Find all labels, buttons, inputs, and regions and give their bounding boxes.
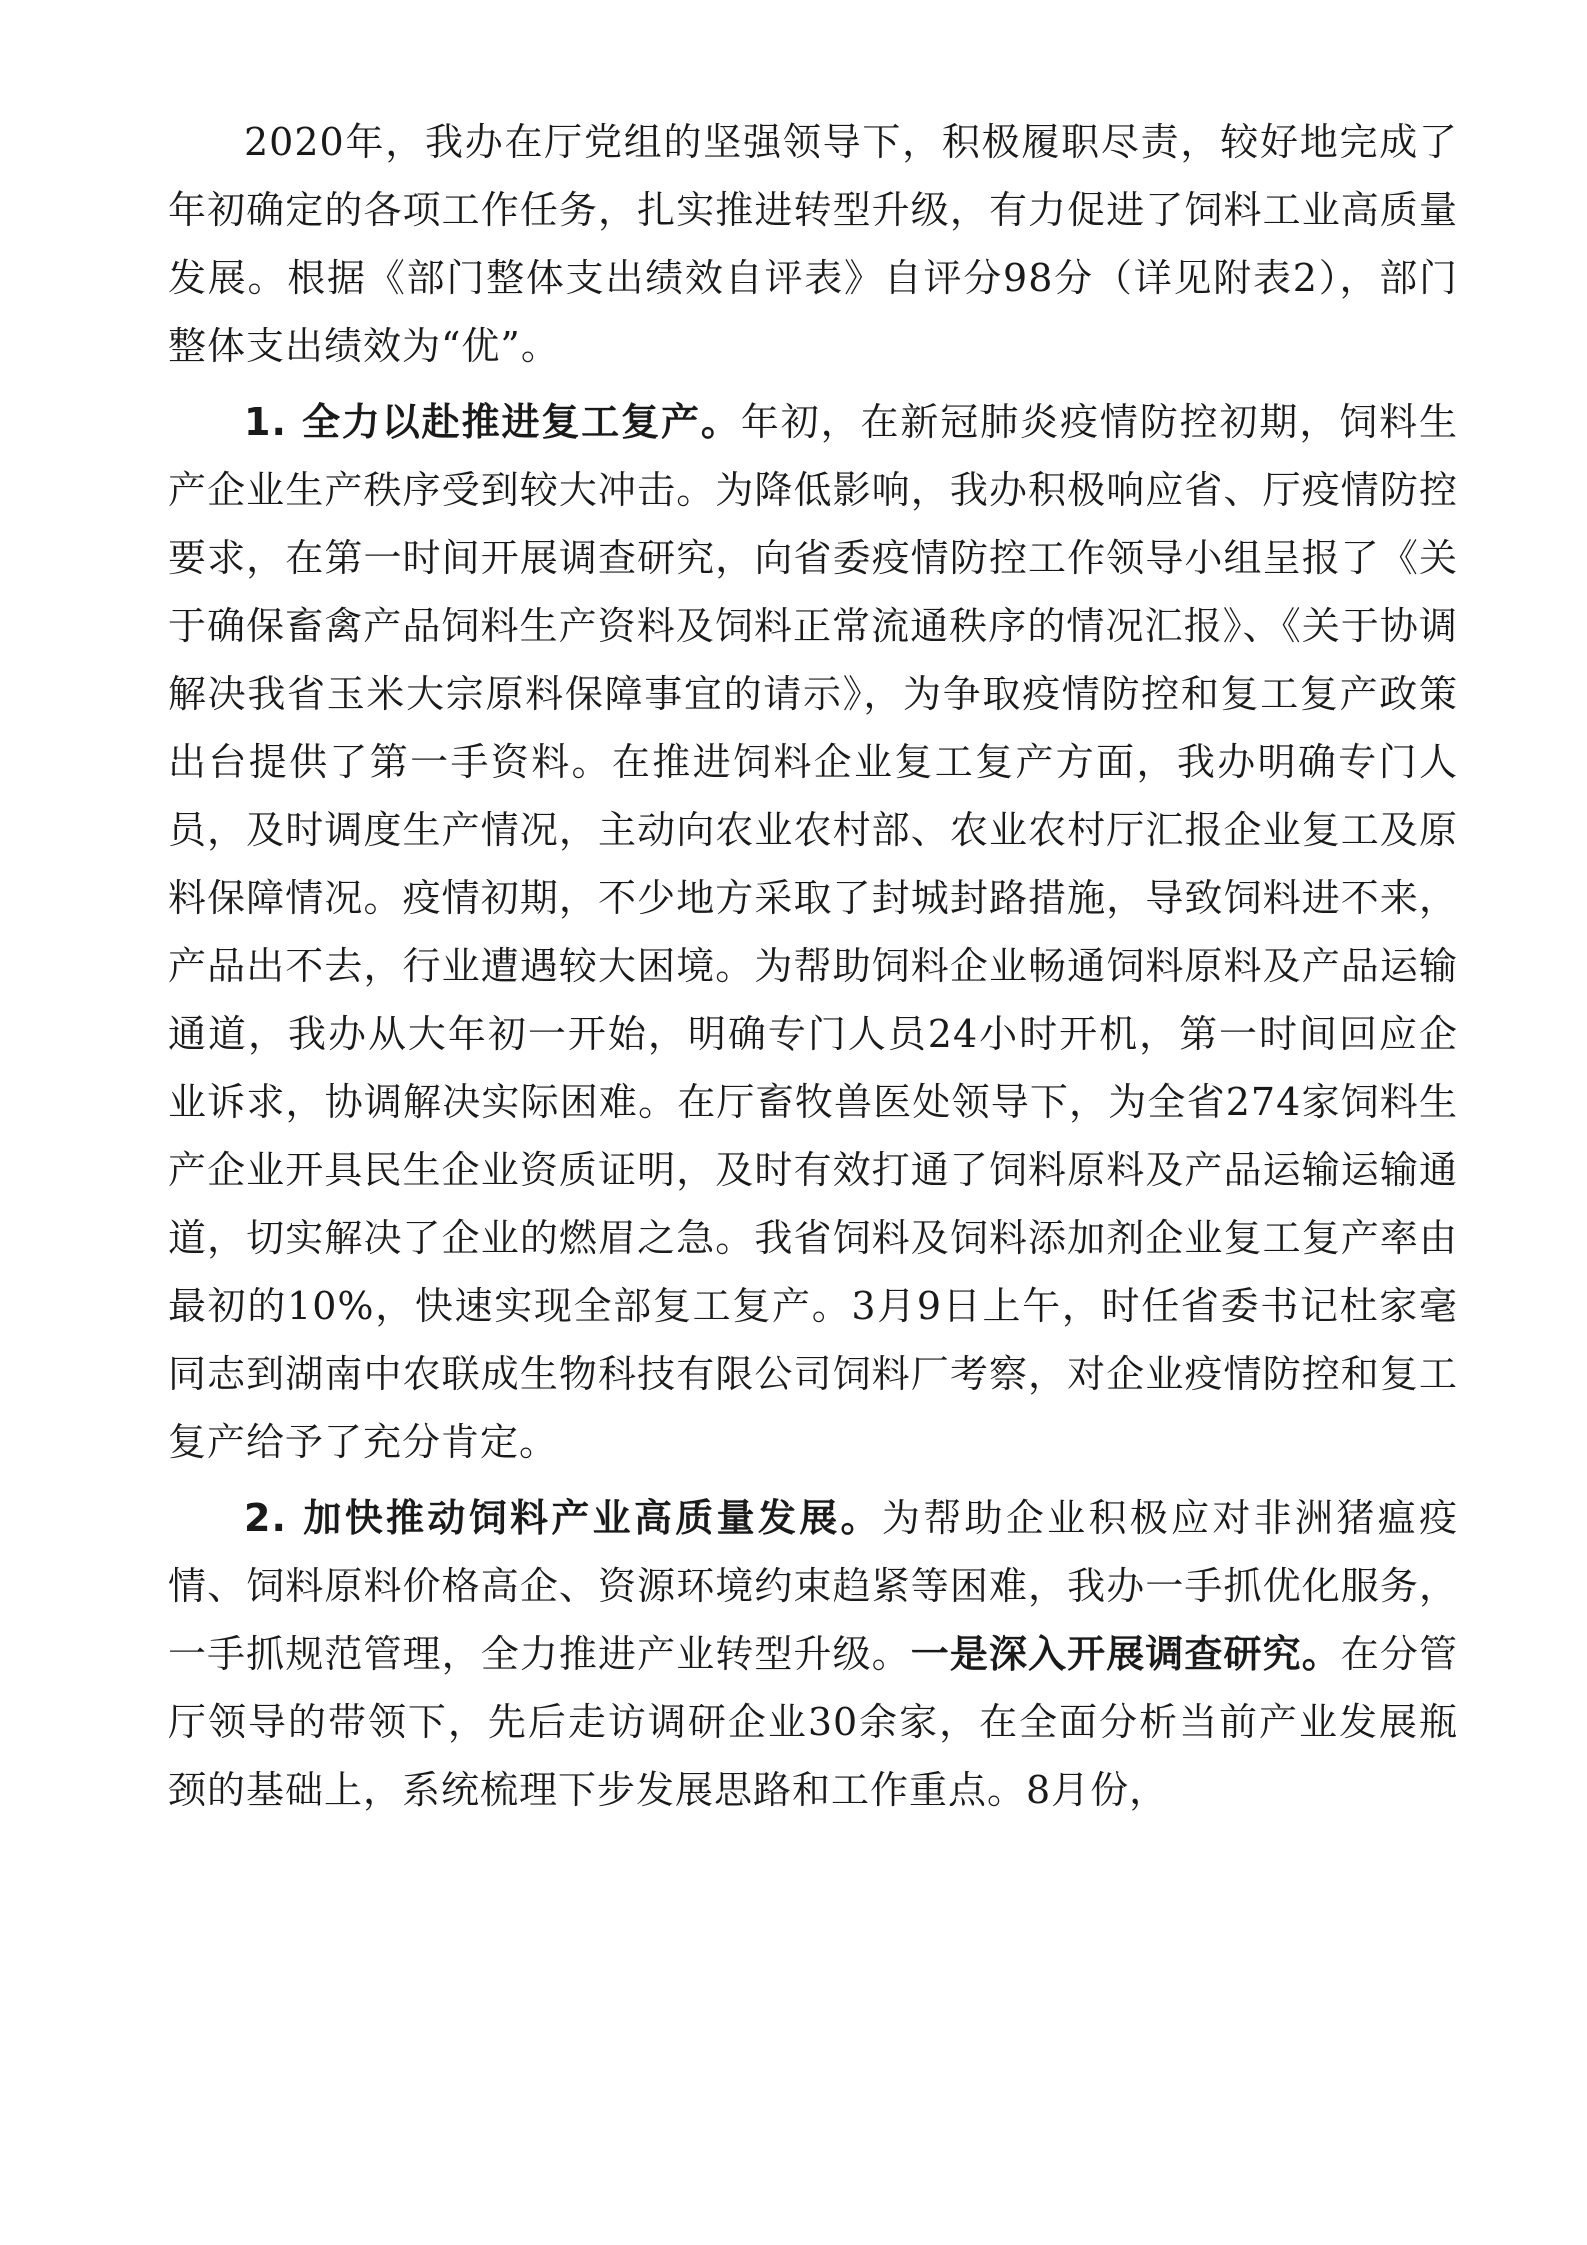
paragraph-heading: 1. 全力以赴推进复工复产。 — [244, 400, 741, 444]
document-page — [168, 108, 1458, 1832]
paragraph-text: 年初，在新冠肺炎疫情防控初期，饲料生产企业生产秩序受到较大冲击。为降低影响，我办积极响应省、厅疫情防控要求，在第一时间开展调查研究，向省委疫情防控工作领导小组呈报了《关于确保畜禽产品饲料生产资料及饲料正常流通秩序的情况汇报》、《关于协调解决我省玉米大宗原料保障事宜的请示》，为争取疫情防控和复工复产政策出台提供了第一手资料。在推进饲料企业复工复产方面，我办明确专门人员，及时调度生产情况，主动向农业农村部、农业农村厅汇报企业复工及原料保障情况。疫情初期，不少地方采取了封城封路措施，导致饲料进不来，产品出不去，行业遭遇较大困境。为帮助饲料企业畅通饲料原料及产品运输通道，我办从大年初一开始，明确专门人员24小时开机，第一时间回应企业诉求，协调解决实际困难。在厅畜牧兽医处领导下，为全省274家饲料生产企业开具民生企业资质证明，及时有效打通了饲料原料及产品运输运输通道，切实解决了企业的燃眉之急。我省饲料及饲料添加剂企业复工复产率由最初的10%，快速实现全部复工复产。3月9日上午，时任省委书记杜家毫同志到湖南中农联成生物科技有限公司饲料厂考察，对企业疫情防控和复工复产给予了充分肯定。 — [168, 400, 1458, 1464]
paragraph-resume-production — [168, 388, 1458, 1476]
paragraph-heading: 2. 加快推动饲料产业高质量发展。 — [244, 1496, 882, 1540]
paragraph-text-continued: 在分管厅领导的带领下，先后走访调研企业30余家，在全面分析当前产业发展瓶颈的基础上，系统梳理下步发展思路和工作重点。8月份， — [168, 1632, 1458, 1812]
paragraph-text: 为帮助企业积极应对非洲猪瘟疫情、饲料原料价格高企、资源环境约束趋紧等困难，我办一手抓优化服务，一手抓规范管理，全力推进产业转型升级。 — [168, 1496, 1458, 1676]
paragraph-text: 2020年，我办在厅党组的坚强领导下，积极履职尽责，较好地完成了年初确定的各项工作任务，扎实推进转型升级，有力促进了饲料工业高质量发展。根据《部门整体支出绩效自评表》自评分98分（详见附表2），部门整体支出绩效为“优”。 — [168, 120, 1458, 368]
paragraph-summary — [168, 108, 1458, 380]
inline-heading: 一是深入开展调查研究。 — [910, 1632, 1341, 1676]
paragraph-high-quality-development — [168, 1484, 1458, 1824]
